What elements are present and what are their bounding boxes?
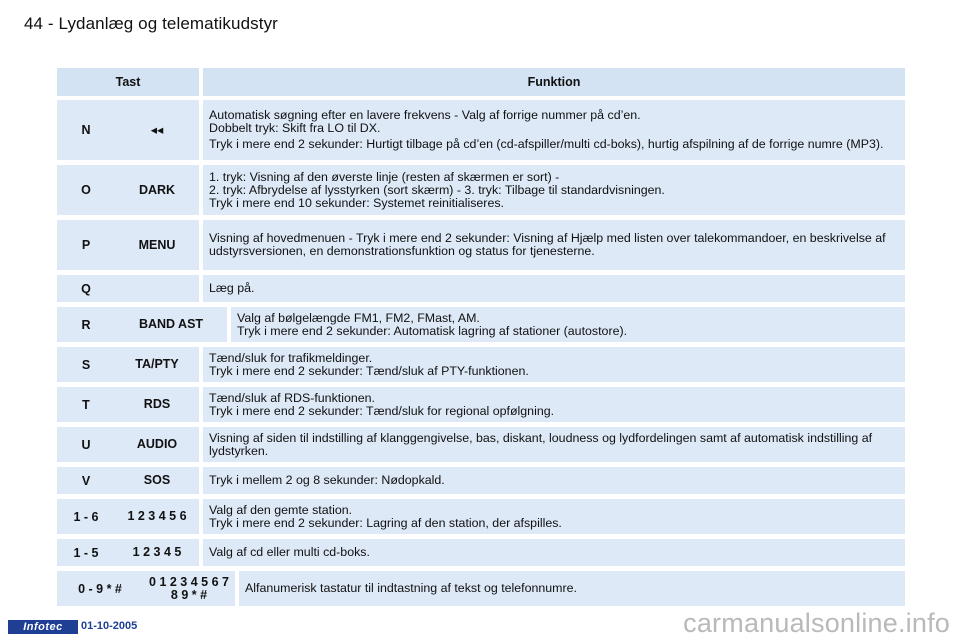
function-line: Alfanumerisk tastatur til indtastning af tekst og telefonnumre. [245, 581, 577, 595]
row-function [203, 100, 905, 160]
table-row [57, 467, 905, 494]
function-line: 1. tryk: Visning af den øverste linje (resten af skærmen er sort) - [209, 169, 560, 184]
row-key: Q [81, 281, 91, 296]
table-row [57, 427, 905, 462]
table-header [57, 68, 905, 96]
table-row [57, 571, 905, 606]
row-key: 0 - 9 * # [78, 581, 122, 596]
function-line: Automatisk søgning efter en lavere frekvens - Valg af forrige nummer på cd’en. [209, 108, 641, 122]
table-row [57, 275, 905, 302]
row-function [231, 307, 905, 342]
row-key: 1 - 6 [73, 509, 99, 524]
function-line: Læg på. [209, 281, 255, 295]
function-line: Dobbelt tryk: Skift fra LO til DX. [209, 121, 381, 135]
row-label: 1 2 3 4 5 [115, 539, 203, 566]
row-function [203, 347, 905, 382]
row-label: RDS [115, 387, 203, 422]
row-label: 0 1 2 3 4 5 6 7 8 9 * # [143, 571, 239, 606]
watermark: carmanualsonline.info [683, 608, 950, 638]
row-key: S [81, 357, 91, 372]
table-row [57, 539, 905, 566]
row-function [203, 387, 905, 422]
row-label [115, 275, 203, 302]
row-key: 1 - 5 [73, 545, 99, 560]
function-line: Tryk i mellem 2 og 8 sekunder: Nødopkald. [209, 473, 445, 487]
function-line: Tryk i mere end 2 sekunder: Lagring af den station, der afspilles. [209, 515, 562, 530]
function-line: Tænd/sluk af RDS-funktionen. [209, 390, 375, 405]
row-key: T [82, 397, 90, 412]
row-function [203, 220, 905, 270]
row-key: N [81, 123, 91, 137]
infotec-logo: Infotec [8, 620, 78, 634]
header-key: Tast [57, 68, 203, 96]
function-line: Tryk i mere end 2 sekunder: Tænd/sluk af PTY-funktionen. [209, 363, 529, 378]
row-label: BAND AST [115, 307, 231, 342]
page-title: 44 - Lydanlæg og telematikudstyr [24, 14, 278, 33]
table-row [57, 307, 905, 342]
table-row [57, 220, 905, 270]
row-label: 1 2 3 4 5 6 [115, 499, 203, 534]
table-row [57, 387, 905, 422]
row-function [203, 539, 905, 566]
table-row [57, 499, 905, 534]
row-label: AUDIO [115, 427, 203, 462]
function-line: Valg af cd eller multi cd-boks. [209, 545, 370, 559]
row-function [239, 571, 905, 606]
row-label: SOS [115, 467, 203, 494]
table-row [57, 100, 905, 160]
table-row [57, 165, 905, 215]
row-key: P [81, 238, 91, 252]
row-key: O [81, 183, 91, 197]
function-line: Tryk i mere end 2 sekunder: Tænd/sluk for regional opfølgning. [209, 403, 555, 418]
row-label: TA/PTY [115, 347, 203, 382]
table-row [57, 347, 905, 382]
function-line: Tryk i mere end 10 sekunder: Systemet reinitialiseres. [209, 195, 504, 210]
header-function: Funktion [527, 75, 581, 89]
row-function [203, 499, 905, 534]
row-label: ◂◂ [115, 100, 203, 160]
row-function [203, 165, 905, 215]
row-label: MENU [115, 220, 203, 270]
row-function [203, 275, 905, 302]
footer-date: 01-10-2005 [81, 620, 138, 632]
function-line: Visning af hovedmenuen - Tryk i mere end 2 sekunder: Visning af Hjælp med listen over talekommandoer, en beskrivelse af udstyrsversionen, en demonstrationsfunktion og status for tjenesterne. [209, 231, 886, 258]
function-line: Tryk i mere end 2 sekunder: Hurtigt tilbage på cd’en (cd-afspiller/multi cd-boks), hurtig afspilning af de forrige numre (MP3). [209, 137, 884, 151]
row-label: DARK [115, 165, 203, 215]
function-line: Valg af den gemte station. [209, 502, 353, 517]
row-function [203, 427, 905, 462]
row-key: V [81, 473, 91, 488]
function-line: Valg af bølgelængde FM1, FM2, FMast, AM. [237, 310, 480, 325]
function-table [57, 68, 905, 611]
function-line: Visning af siden til indstilling af klanggengivelse, bas, diskant, loudness og lydfordelingen samt af automatisk indstilling af lydstyrken. [209, 430, 873, 458]
row-key: U [81, 437, 91, 452]
function-line: 2. tryk: Afbrydelse af lysstyrken (sort skærm) - 3. tryk: Tilbage til standardvisningen. [209, 182, 665, 197]
function-line: Tænd/sluk for trafikmeldinger. [209, 350, 373, 365]
function-line: Tryk i mere end 2 sekunder: Automatisk lagring af stationer (autostore). [237, 323, 628, 338]
row-key: R [81, 317, 91, 332]
row-function [203, 467, 905, 494]
